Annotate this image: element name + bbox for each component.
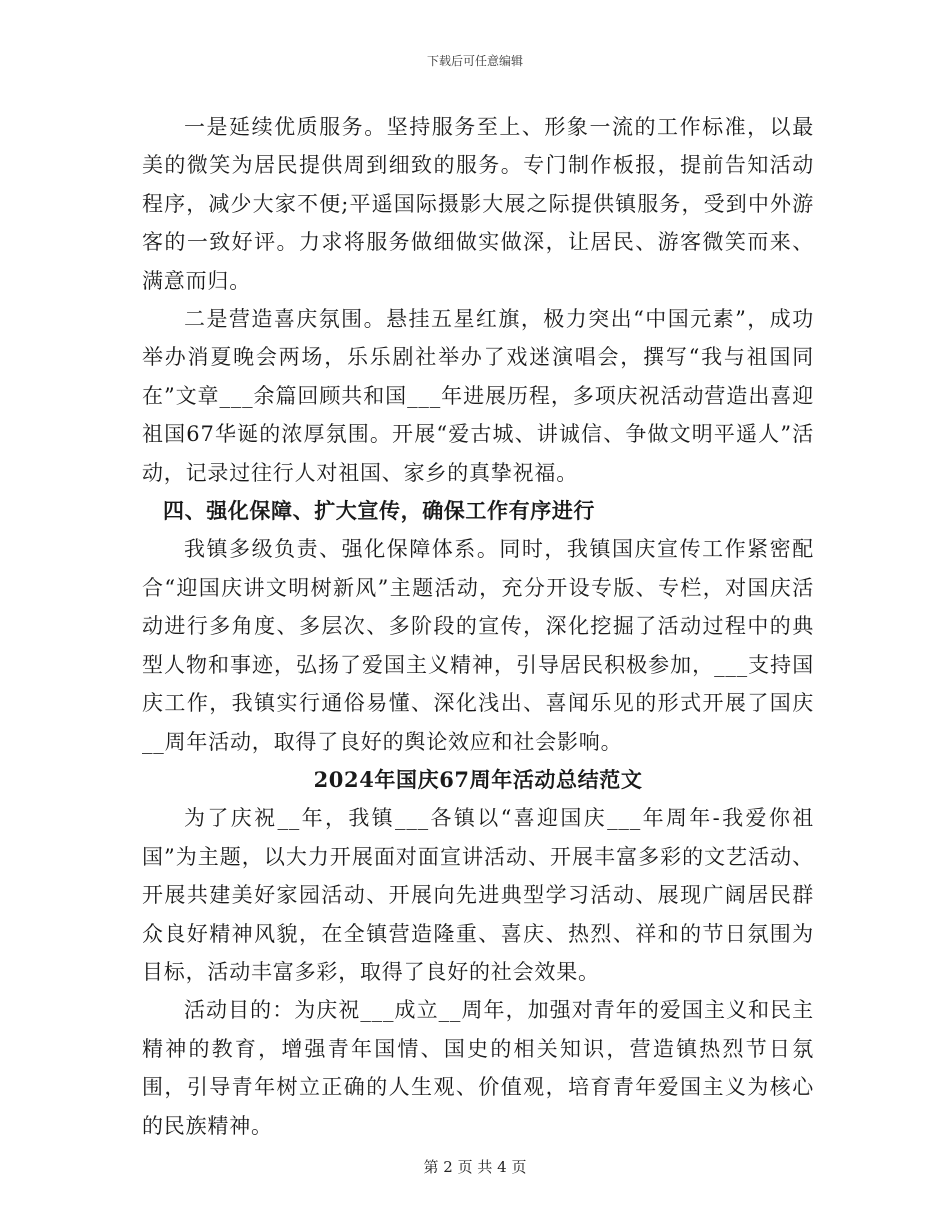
paragraph-atmosphere: 二是营造喜庆氛围。悬挂五星红旗，极力突出“中国元素”，成功举办消夏晚会两场，乐乐剧社举办了戏迷演唱会，撰写“我与祖国同在”文章___余篇回顾共和国___年进展历程，多项庆祝活动营造出喜迎祖国67华诞的浓厚氛围。开展“爱古城、讲诚信、争做文明平遥人”活动，记录过往行人对祖国、家乡的真挚祝福。 [142, 307, 814, 485]
article-title: 2024年国庆67周年活动总结范文 [313, 766, 643, 792]
page-number: 第 2 页 共 4 页 [423, 1158, 527, 1176]
document-body [142, 108, 814, 1145]
section-heading: 四、强化保障、扩大宣传，确保工作有序进行 [163, 498, 595, 524]
header-note: 下载后可任意编辑 [426, 54, 523, 68]
paragraph-service: 一是延续优质服务。坚持服务至上、形象一流的工作标准，以最美的微笑为居民提供周到细致的服务。专门制作板报，提前告知活动程序，减少大家不便;平遥国际摄影大展之际提供镇服务，受到中外游客的一致好评。力求将服务做细做实做深，让居民、游客微笑而来、满意而归。 [142, 115, 814, 293]
paragraph-intro: 为了庆祝__年，我镇___各镇以“喜迎国庆___年周年-我爱你祖国”为主题，以大力开展面对面宣讲活动、开展丰富多彩的文艺活动、开展共建美好家园活动、开展向先进典型学习活动、展现广阔居民群众良好精神风貌，在全镇营造隆重、喜庆、热烈、祥和的节日氛围为目标，活动丰富多彩，取得了良好的社会效果。 [142, 806, 814, 984]
paragraph-purpose: 活动目的：为庆祝___成立__周年，加强对青年的爱国主义和民主精神的教育，增强青年国情、国史的相关知识，营造镇热烈节日氛围，引导青年树立正确的人生观、价值观，培育青年爱国主义为核心的民族精神。 [142, 998, 814, 1138]
paragraph-publicity: 我镇多级负责、强化保障体系。同时，我镇国庆宣传工作紧密配合“迎国庆讲文明树新风”主题活动，充分开设专版、专栏，对国庆活动进行多角度、多层次、多阶段的宣传，深化挖掘了活动过程中的典型人物和事迹，弘扬了爱国主义精神，引导居民积极参加，___支持国庆工作，我镇实行通俗易懂、深化浅出、喜闻乐见的形式开展了国庆__周年活动，取得了良好的舆论效应和社会影响。 [142, 537, 814, 754]
